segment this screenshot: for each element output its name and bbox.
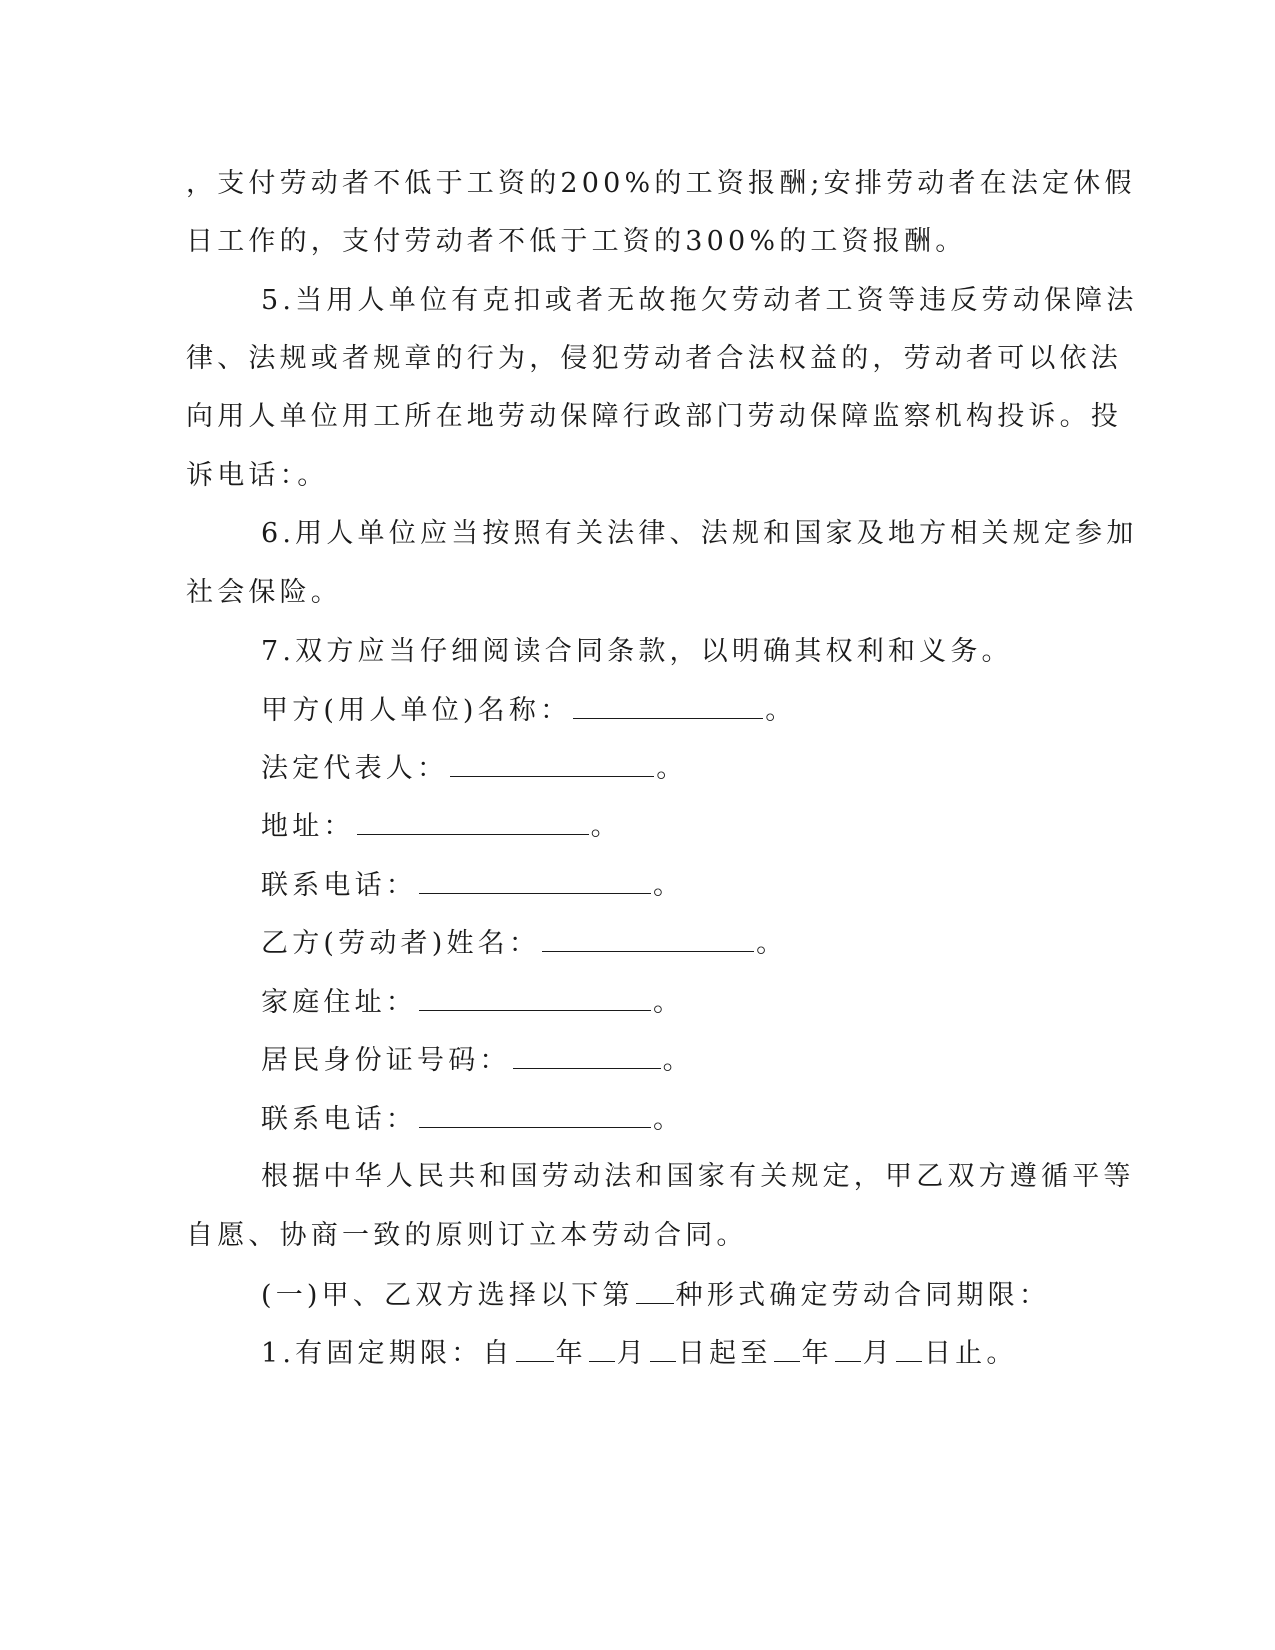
text-line: 根据中华人民共和国劳动法和国家有关规定，甲乙双方遵循平等 xyxy=(261,1161,1135,1192)
year-label: 年 xyxy=(801,1338,833,1369)
blank-day-start[interactable] xyxy=(650,1335,676,1362)
field-id-number xyxy=(261,1042,694,1079)
end-mark: 。 xyxy=(756,928,788,959)
blank-year-end[interactable] xyxy=(774,1335,800,1362)
term-prefix: (一)甲、乙双方选择以下第 xyxy=(261,1280,634,1311)
field-label: 甲方(用人单位)名称： xyxy=(261,695,572,726)
text-line: 7.双方应当仔细阅读合同条款，以明确其权利和义务。 xyxy=(261,636,1013,667)
field-home-address xyxy=(261,984,684,1021)
text-line: 5.当用人单位有克扣或者无故拖欠劳动者工资等违反劳动保障法 xyxy=(261,285,1138,316)
month-label: 月 xyxy=(616,1338,648,1369)
blank-year-start[interactable] xyxy=(516,1335,554,1362)
blank-line[interactable] xyxy=(450,750,654,777)
text-line: 社会保险。 xyxy=(186,577,342,608)
field-employee-phone xyxy=(261,1101,684,1138)
text-line: 诉电话：。 xyxy=(186,460,329,491)
field-label: 联系电话： xyxy=(261,1104,417,1135)
blank-line[interactable] xyxy=(419,1101,651,1128)
blank-line[interactable] xyxy=(542,925,754,952)
field-address xyxy=(261,808,622,845)
blank-line[interactable] xyxy=(419,984,651,1011)
day-from-label: 日起至 xyxy=(677,1338,772,1369)
field-label: 法定代表人： xyxy=(261,753,449,784)
term-selection-line xyxy=(261,1277,1050,1314)
text-line: 自愿、协商一致的原则订立本劳动合同。 xyxy=(186,1220,748,1251)
field-employer-phone xyxy=(261,867,684,904)
fixed-term-prefix: 1.有固定期限：自 xyxy=(261,1338,514,1369)
end-mark: 。 xyxy=(653,1104,685,1135)
field-label: 地址： xyxy=(261,811,355,842)
end-mark: 。 xyxy=(662,1045,694,1076)
text-line: 6.用人单位应当按照有关法律、法规和国家及地方相关规定参加 xyxy=(261,518,1138,549)
field-label: 联系电话： xyxy=(261,870,417,901)
text-line: 向用人单位用工所在地劳动保障行政部门劳动保障监察机构投诉。投 xyxy=(186,401,1122,432)
field-employee-name xyxy=(261,925,787,962)
month-label: 月 xyxy=(862,1338,894,1369)
field-label: 居民身份证号码： xyxy=(261,1045,511,1076)
blank-line[interactable] xyxy=(573,692,763,719)
field-legal-rep xyxy=(261,750,687,787)
blank-day-end[interactable] xyxy=(896,1335,922,1362)
year-label: 年 xyxy=(555,1338,587,1369)
blank-line[interactable] xyxy=(357,808,589,835)
field-label: 乙方(劳动者)姓名： xyxy=(261,928,541,959)
end-mark: 。 xyxy=(653,870,685,901)
fixed-term-line xyxy=(261,1335,1018,1372)
end-mark: 。 xyxy=(590,811,622,842)
text-line: ，支付劳动者不低于工资的200%的工资报酬;安排劳动者在法定休假 xyxy=(186,168,1136,199)
day-to-label: 日止。 xyxy=(923,1338,1018,1369)
text-line: 律、法规或者规章的行为，侵犯劳动者合法权益的，劳动者可以依法 xyxy=(186,343,1122,374)
term-suffix: 种形式确定劳动合同期限： xyxy=(675,1280,1051,1311)
blank-line[interactable] xyxy=(419,867,651,894)
field-employer-name xyxy=(261,692,796,729)
text-line: 日工作的，支付劳动者不低于工资的300%的工资报酬。 xyxy=(186,226,967,257)
field-label: 家庭住址： xyxy=(261,987,417,1018)
blank-line[interactable] xyxy=(636,1277,674,1304)
blank-month-start[interactable] xyxy=(589,1335,615,1362)
end-mark: 。 xyxy=(765,695,797,726)
end-mark: 。 xyxy=(653,987,685,1018)
blank-line[interactable] xyxy=(513,1042,661,1069)
end-mark: 。 xyxy=(656,753,688,784)
blank-month-end[interactable] xyxy=(835,1335,861,1362)
